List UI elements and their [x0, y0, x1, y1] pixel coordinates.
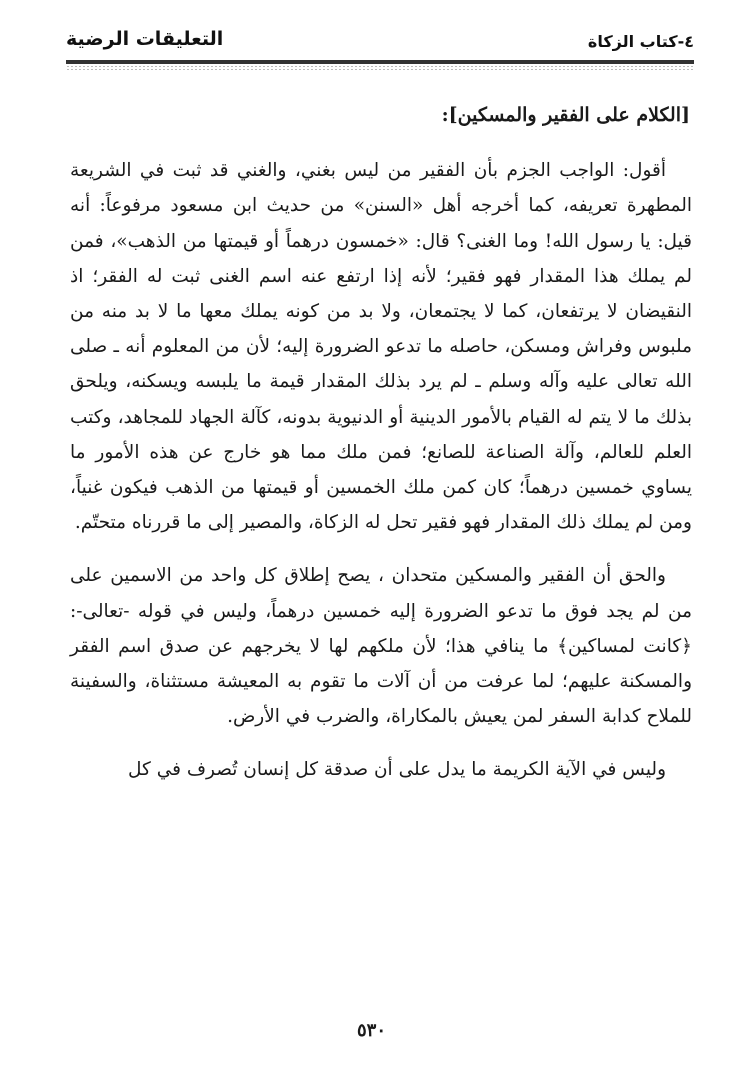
- page-number: ٥٣٠: [356, 1020, 386, 1041]
- page-body: [70, 98, 692, 806]
- paragraph-2: والحق أن الفقير والمسكين متحدان ، يصح إطلاق كل واحد من الاسمين على من لم يجد فوق ما تدعو الضرورة إليه خمسين درهماً، وليس في قوله -تعالى-: ﴿كانت لمساكين﴾ ما ينافي هذا؛ لأن ملكهم لها لا يخرجهم عن صدق اسم الفقر والمسكنة عليهم؛ لما عرفت من أن آلات ما تقوم به المعيشة مستثناة، والسفينة للملاح كدابة السفر لمن يعيش بالمكاراة، والضرب في الأرض.: [70, 565, 692, 728]
- header-rule-texture: [66, 65, 694, 71]
- section-title: [الكلام على الفقير والمسكين]:: [441, 104, 690, 126]
- running-header: [66, 28, 694, 58]
- book-title: التعليقات الرضية: [66, 28, 224, 50]
- paragraph-1: أقول: الواجب الجزم بأن الفقير من ليس بغني، والغني قد ثبت في الشريعة المطهرة تعريفه، كما أخرجه أهل «السنن» من حديث ابن مسعود مرفوعاً: أنه قيل: يا رسول الله! وما الغنى؟ قال: «خمسون درهماً أو قيمتها من الذهب»، فمن لم يملك هذا المقدار فهو فقير؛ لأنه إذا ارتفع عنه اسم الغنى ثبت له الفقر؛ اذ النقيضان لا يرتفعان، كما لا يجتمعان، ولا بد من كونه يملك معها ما لا بد منه من ملبوس وفراش ومسكن، حاصله ما تدعو الضرورة إليه؛ لأن من المعلوم أنه ـ صلى الله تعالى عليه وآله وسلم ـ لم يرد بذلك المقدار قيمة ما يلبسه ويسكنه، ويلحق بذلك ما لا يتم له القيام بالأمور الدينية أو الدنيوية بدونه، كآلة الجهاد للمجاهد، وكتب العلم للعالم، وآلة الصناعة للصانع؛ فمن ملك مما هو خارج عن هذه الأمور ما يساوي خمسين درهماً؛ كان كمن ملك الخمسين أو قيمتها من الذهب فيكون غنياً، ومن لم يملك ذلك المقدار فهو فقير تحل له الزكاة، والمصير إلى ما قررناه متحتّم.: [70, 160, 692, 534]
- paragraph-3: وليس في الآية الكريمة ما يدل على أن صدقة كل إنسان تُصرف في كل: [128, 759, 666, 781]
- chapter-title: ٤-كتاب الزكاة: [587, 32, 694, 51]
- header-rule: [66, 60, 694, 64]
